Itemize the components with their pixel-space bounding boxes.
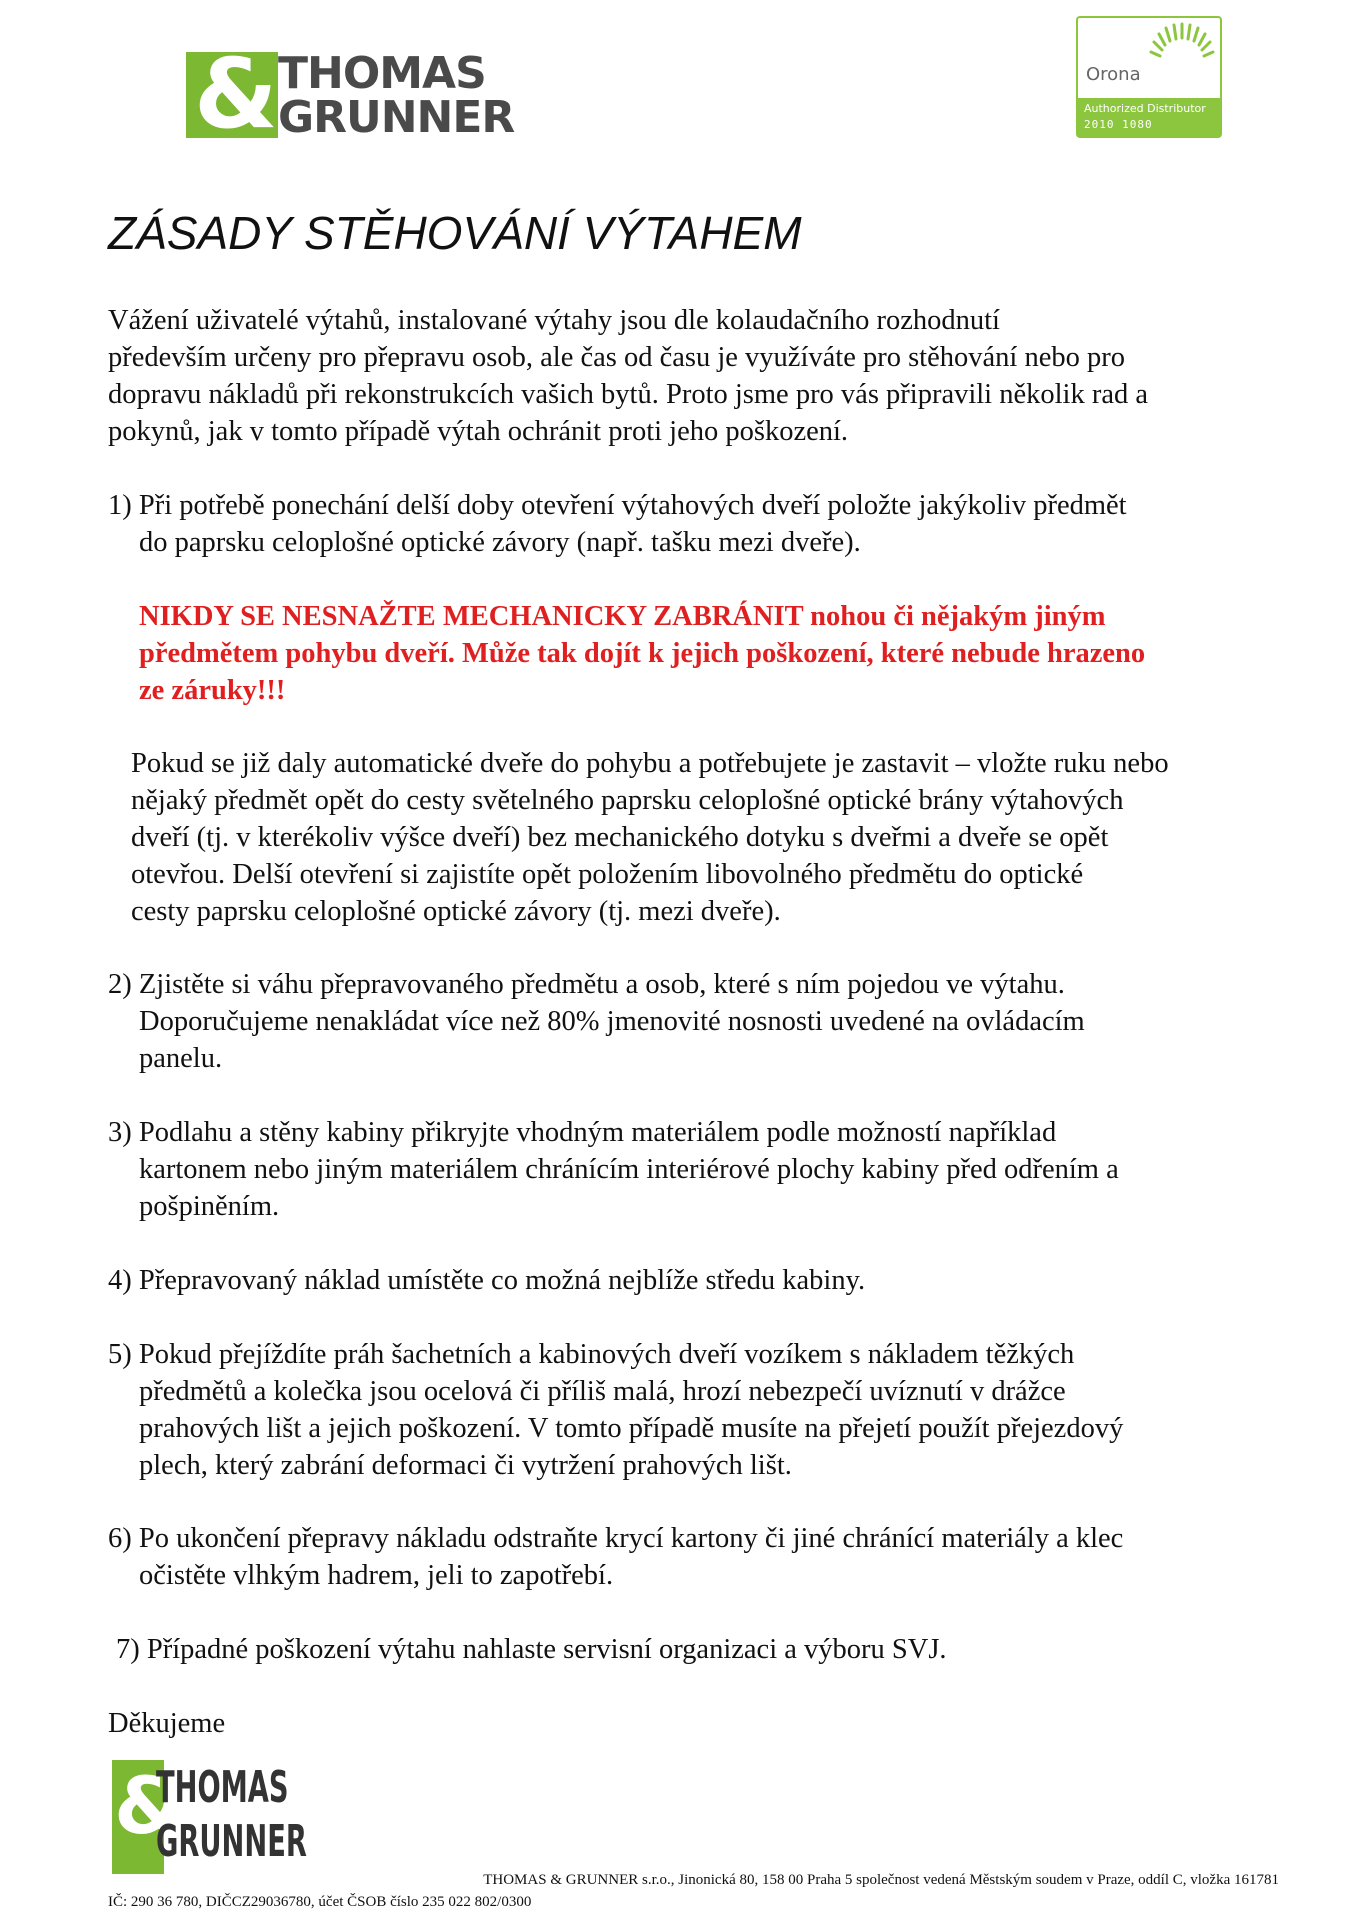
- rule-line: 1) Při potřebě ponechání delší doby otevření výtahových dveří položte jakýkoliv předmět: [108, 490, 1127, 521]
- rule-item-3: [108, 1114, 1288, 1225]
- logo-word-thomas: THOMAS: [278, 48, 486, 99]
- rule-item-2: [108, 966, 1288, 1077]
- rule-line: 2) Zjistěte si váhu přepravovaného předmětu a osob, které s ním pojedou ve výtahu.: [108, 969, 1065, 1000]
- rule-line: 4) Přepravovaný náklad umístěte co možná nejblíže středu kabiny.: [108, 1265, 866, 1296]
- intro-line: pokynů, jak v tomto případě výtah ochránit proti jeho poškození.: [108, 416, 849, 447]
- footer-logo-word-grunner: GRUNNER: [156, 1816, 307, 1867]
- rule-line: pošpiněním.: [139, 1191, 280, 1222]
- footer-registration: IČ: 290 36 780, DIČCZ29036780, účet ČSOB číslo 235 022 802/0300: [108, 1894, 532, 1910]
- note-line: cesty paprsku celoplošné optické závory (tj. mezi dveře).: [131, 896, 781, 927]
- note-line: otevřou. Delší otevření si zajistíte opět položením libovolného předmětu do optické: [131, 859, 1084, 890]
- footer-address: THOMAS & GRUNNER s.r.o., Jinonická 80, 158 00 Praha 5 společnost vedená Městským soudem v Praze, oddíl C, vložka 161781: [483, 1872, 1279, 1888]
- logo-word-grunner: GRUNNER: [278, 92, 515, 143]
- warning-paragraph: [139, 598, 1319, 709]
- note-line: nějaký předmět opět do cesty světelného paprsku celoplošné optické brány výtahových: [131, 785, 1124, 816]
- rule-line: 3) Podlahu a stěny kabiny přikryjte vhodným materiálem podle možností například: [108, 1117, 1057, 1148]
- rule-item-7: [116, 1631, 1296, 1668]
- document-title: ZÁSADY STĚHOVÁNÍ VÝTAHEM: [108, 207, 802, 259]
- orona-badge: [1076, 16, 1222, 138]
- rule-line: prahových lišt a jejich poškození. V tomto případě musíte na přejetí použít přejezdový: [139, 1413, 1124, 1444]
- warning-line: ze záruky!!!: [139, 675, 286, 706]
- intro-line: Vážení uživatelé výtahů, instalované výtahy jsou dle kolaudačního rozhodnutí: [108, 305, 1000, 336]
- rule-line: plech, který zabrání deformaci či vytržení prahových lišt.: [139, 1450, 792, 1481]
- rule-line: Doporučujeme nenakládat více než 80% jmenovité nosnosti uvedené na ovládacím: [139, 1006, 1085, 1037]
- rule-line: do paprsku celoplošné optické závory (např. tašku mezi dveře).: [139, 527, 861, 558]
- rule-item-4: [108, 1262, 1288, 1299]
- rule-item-1: [108, 487, 1288, 561]
- rule-line: 7) Případné poškození výtahu nahlaste servisní organizaci a výboru SVJ.: [116, 1634, 947, 1665]
- orona-emblem: [1078, 18, 1220, 96]
- warning-line: NIKDY SE NESNAŽTE MECHANICKY ZABRÁNIT nohou či nějakým jiným: [139, 601, 1106, 632]
- rule-item-5: [108, 1336, 1288, 1484]
- rule-item-6: [108, 1520, 1288, 1594]
- thanks-text: Děkujeme: [108, 1708, 226, 1739]
- footer-logo-word-thomas: THOMAS: [156, 1762, 289, 1813]
- logo-ampersand: &: [194, 38, 278, 150]
- rule-line: kartonem nebo jiným materiálem chránícím interiérové plochy kabiny před odřením a: [139, 1154, 1119, 1185]
- footer-company-logo: [112, 1760, 307, 1874]
- footer-logo-ampersand: &: [114, 1762, 183, 1852]
- logo-mark: [186, 38, 278, 150]
- intro-line: především určeny pro přepravu osob, ale čas od času je využíváte pro stěhování nebo pro: [108, 342, 1125, 373]
- rule-line: panelu.: [139, 1043, 223, 1074]
- intro-paragraph: [108, 302, 1288, 450]
- note-line: Pokud se již daly automatické dveře do pohybu a potřebujete je zastavit – vložte ruku nebo: [131, 748, 1169, 779]
- orona-band: [1078, 98, 1220, 136]
- rule-line: očistěte vlhkým hadrem, jeli to zapotřebí.: [139, 1560, 614, 1591]
- note-line: dveří (tj. v kterékoliv výšce dveří) bez mechanického dotyku s dveřmi a dveře se opět: [131, 822, 1109, 853]
- intro-line: dopravu nákladů při rekonstrukcích vašich bytů. Proto jsme pro vás připravili několik rad a: [108, 379, 1148, 410]
- rule-line: 6) Po ukončení přepravy nákladu odstraňte krycí kartony či jiné chránící materiály a klec: [108, 1523, 1124, 1554]
- company-logo: [186, 38, 536, 150]
- orona-number: 2010 1080: [1084, 118, 1153, 131]
- warning-line: předmětem pohybu dveří. Může tak dojít k jejich poškození, které nebude hrazeno: [139, 638, 1146, 669]
- rule-line: 5) Pokud přejíždíte práh šachetních a kabinových dveří vozíkem s nákladem těžkých: [108, 1339, 1075, 1370]
- door-note-paragraph: [131, 745, 1311, 930]
- orona-distributor-label: Authorized Distributor: [1084, 102, 1206, 115]
- rule-line: předmětů a kolečka jsou ocelová či příliš malá, hrozí nebezpečí uvíznutí v drážce: [139, 1376, 1066, 1407]
- orona-brand: Orona: [1086, 64, 1141, 85]
